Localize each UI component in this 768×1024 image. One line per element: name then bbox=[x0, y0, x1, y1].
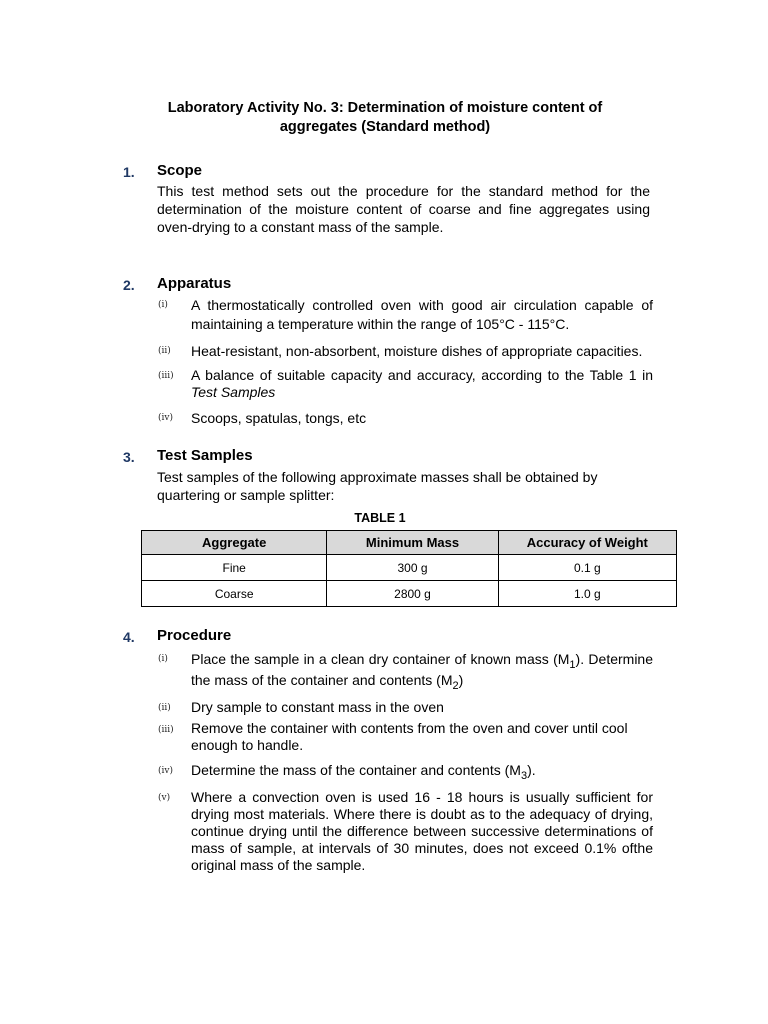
title-line-2: aggregates (Standard method) bbox=[279, 119, 491, 135]
apparatus-item-number: (iii) bbox=[158, 371, 174, 381]
table-cell: Coarse bbox=[142, 581, 327, 607]
table-cell: 2800 g bbox=[327, 581, 498, 607]
procedure-item-number: (ii) bbox=[158, 703, 171, 713]
procedure-text: ). Determine the mass of the container and contents (M bbox=[191, 651, 653, 688]
apparatus-item-balance bbox=[191, 367, 653, 401]
section-heading-apparatus: Apparatus bbox=[157, 275, 232, 292]
test-samples-paragraph: Test samples of the following approximate masses shall be obtained by quartering or sample splitter: bbox=[157, 469, 598, 503]
procedure-item-dry-sample: Dry sample to constant mass in the oven bbox=[191, 699, 444, 715]
procedure-item-number: (iv) bbox=[158, 766, 173, 776]
apparatus-item-number: (iv) bbox=[158, 413, 173, 423]
subscript: 3 bbox=[520, 770, 528, 782]
procedure-item-determine-mass bbox=[191, 761, 653, 780]
table-cell: 1.0 g bbox=[498, 581, 676, 607]
section-number-procedure: 4. bbox=[123, 629, 135, 645]
procedure-text: Determine the mass of the container and contents (M bbox=[191, 762, 521, 778]
test-samples-reference: Test Samples bbox=[191, 384, 276, 400]
subscript: 2 bbox=[452, 680, 459, 692]
table-header-cell: Accuracy of Weight bbox=[498, 531, 676, 555]
table-row bbox=[142, 555, 677, 581]
procedure-item-convection-oven: Where a convection oven is used 16 - 18 hours is usually sufficient for drying most materials. Where there is doubt as to the adequacy of drying, continue drying until the difference between successive determinations of mass of sample, at intervals of 30 minutes, does not exceed 0.1% ofthe original mass of the sample. bbox=[191, 789, 653, 873]
table-header-cell: Aggregate bbox=[142, 531, 327, 555]
apparatus-item-dishes: Heat-resistant, non-absorbent, moisture dishes of appropriate capacities. bbox=[191, 343, 643, 359]
procedure-item-number: (i) bbox=[158, 654, 168, 664]
table-title: TABLE 1 bbox=[354, 511, 406, 525]
table-header-cell: Minimum Mass bbox=[327, 531, 498, 555]
table-cell: 0.1 g bbox=[498, 555, 676, 581]
section-heading-test-samples: Test Samples bbox=[157, 447, 253, 464]
section-number-apparatus: 2. bbox=[123, 277, 135, 293]
scope-paragraph: This test method sets out the procedure for the standard method for the determination of the moisture content of coarse and fine aggregates using oven-drying to a constant mass of the sample. bbox=[157, 183, 650, 235]
procedure-item-remove-container: Remove the container with contents from the oven and cover until cool enough to handle. bbox=[191, 720, 628, 753]
subscript: 1 bbox=[569, 659, 576, 671]
section-number-scope: 1. bbox=[123, 164, 135, 180]
procedure-text: ) bbox=[458, 672, 464, 688]
table-row bbox=[142, 581, 677, 607]
section-heading-procedure: Procedure bbox=[157, 627, 232, 644]
apparatus-item-oven: A thermostatically controlled oven with good air circulation capable of maintaining a temperature within the range of 105°C - 115°C. bbox=[191, 297, 653, 332]
procedure-item-place-sample bbox=[191, 649, 653, 691]
procedure-item-number: (v) bbox=[158, 793, 171, 803]
title-line-1: Laboratory Activity No. 3: Determination of moisture content of bbox=[167, 100, 603, 116]
procedure-text: ). bbox=[527, 762, 536, 778]
document-title bbox=[130, 99, 640, 137]
balance-text: A balance of suitable capacity and accuracy, according to the Table 1 in bbox=[191, 367, 653, 383]
table-header-row bbox=[142, 531, 677, 555]
apparatus-item-number: (ii) bbox=[158, 346, 171, 356]
section-number-test-samples: 3. bbox=[123, 449, 135, 465]
table-cell: Fine bbox=[142, 555, 327, 581]
test-samples-table bbox=[141, 530, 677, 607]
table-cell: 300 g bbox=[327, 555, 498, 581]
section-heading-scope: Scope bbox=[157, 162, 203, 179]
procedure-item-number: (iii) bbox=[158, 725, 174, 735]
procedure-text: Place the sample in a clean dry container of known mass (M bbox=[191, 651, 570, 667]
apparatus-item-number: (i) bbox=[158, 300, 168, 310]
apparatus-item-scoops: Scoops, spatulas, tongs, etc bbox=[191, 410, 367, 426]
